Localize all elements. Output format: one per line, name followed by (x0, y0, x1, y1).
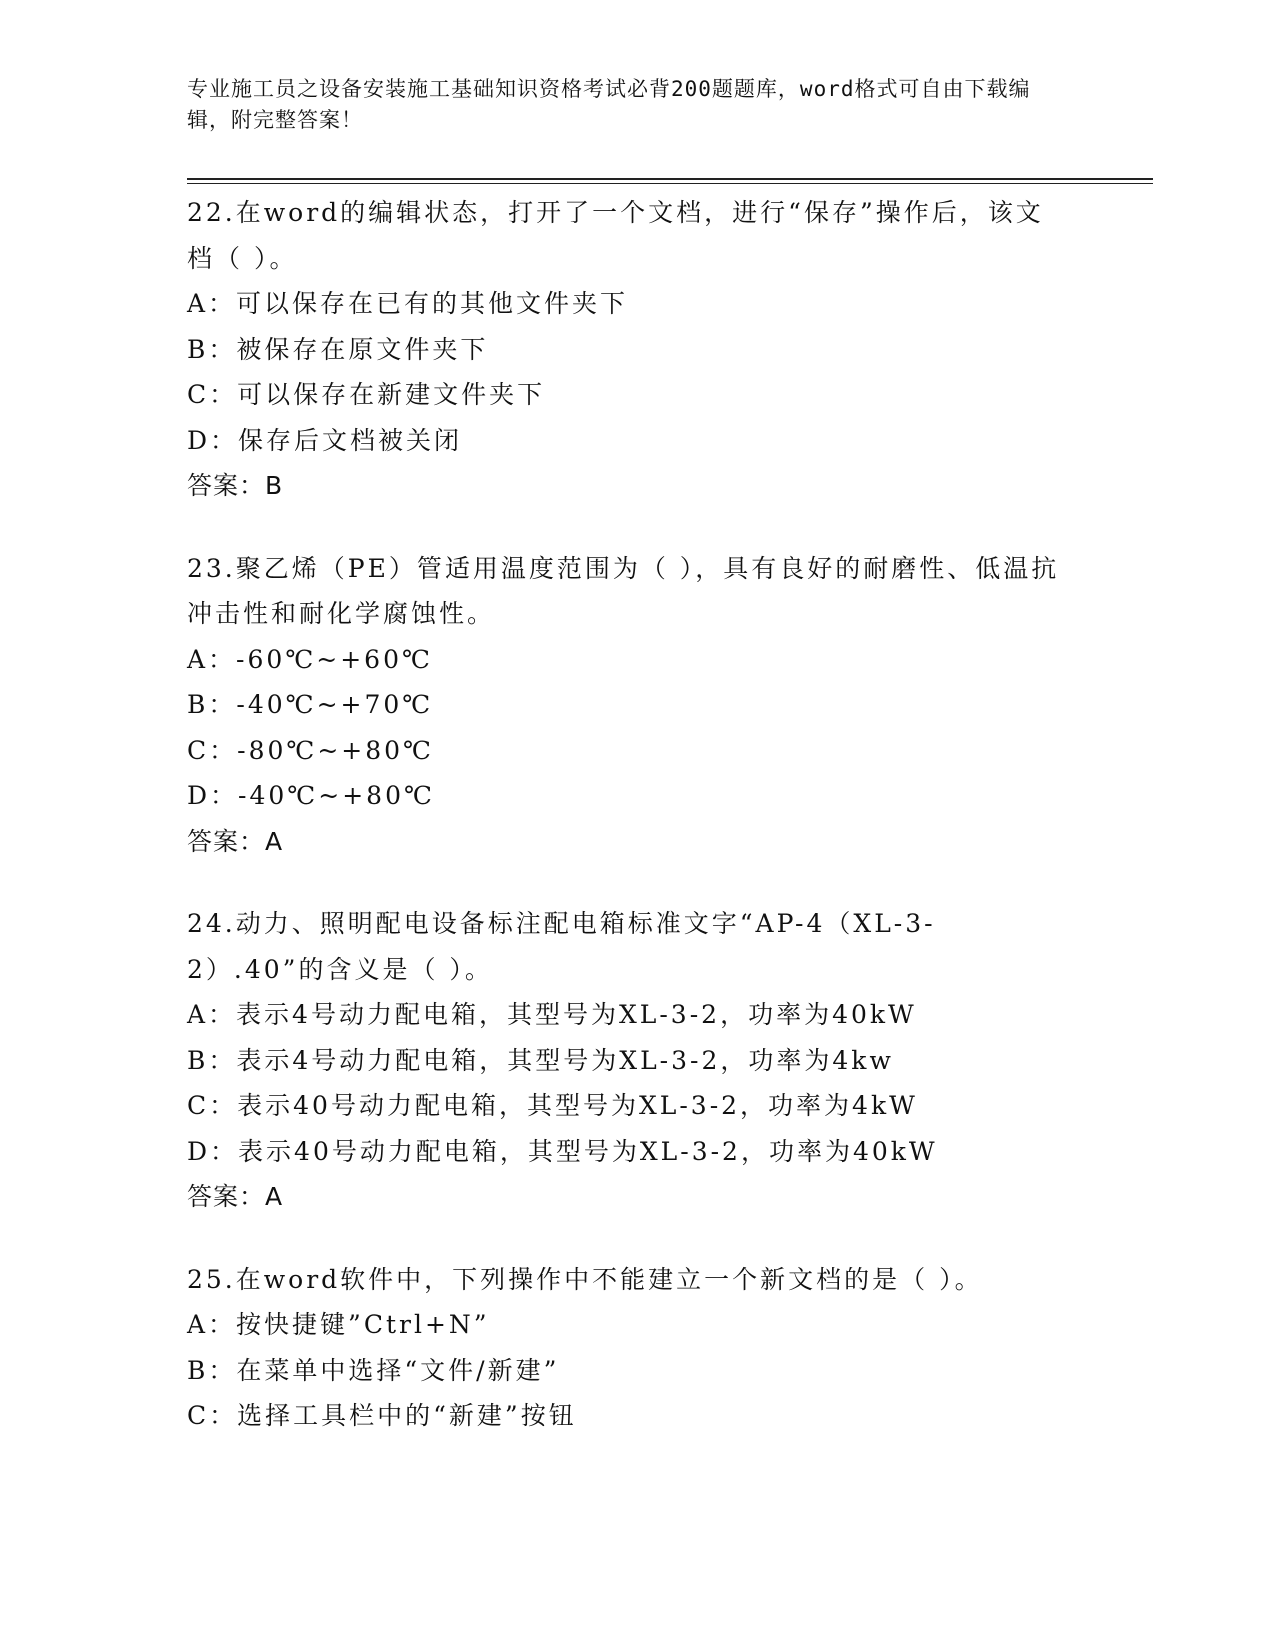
question-stem: 24.动力、照明配电设备标注配电箱标准文字“AP-4（XL-3-2）.40”的含义是（ ）。 (187, 909, 936, 984)
option-d: D：表示40号动力配电箱，其型号为XL-3-2，功率为40kW (187, 1136, 938, 1166)
question-23 (187, 546, 1087, 865)
option-a: A：按快捷键”Ctrl+N” (187, 1310, 490, 1339)
question-22 (187, 190, 1087, 509)
answer: 答案：B (187, 471, 284, 500)
page-header: 专业施工员之设备安装施工基础知识资格考试必背200题题库，word格式可自由下载编辑，附完整答案！ (187, 77, 1031, 132)
option-b: B：在菜单中选择“文件/新建” (187, 1355, 560, 1385)
option-b: B：表示4号动力配电箱，其型号为XL-3-2，功率为4kw (187, 1045, 894, 1075)
question-24 (187, 901, 1087, 1220)
header-rule-thick (187, 178, 1153, 180)
option-d: D：-40℃~+80℃ (187, 781, 435, 810)
option-c: C：表示40号动力配电箱，其型号为XL-3-2，功率为4kW (187, 1091, 918, 1120)
option-d: D：保存后文档被关闭 (187, 425, 463, 455)
option-a: A：表示4号动力配电箱，其型号为XL-3-2，功率为40kW (187, 1000, 917, 1029)
option-c: C：选择工具栏中的“新建”按钮 (187, 1401, 577, 1430)
option-c: C：-80℃~+80℃ (187, 735, 435, 765)
option-a: A：可以保存在已有的其他文件夹下 (187, 289, 629, 318)
option-b: B：-40℃~+70℃ (187, 690, 434, 719)
option-b: B：被保存在原文件夹下 (187, 334, 489, 364)
question-stem: 25.在word软件中，下列操作中不能建立一个新文档的是（ ）。 (187, 1264, 983, 1294)
question-stem: 23.聚乙烯（PE）管适用温度范围为（ ），具有良好的耐磨性、低温抗冲击性和耐化学腐蚀性。 (187, 553, 1060, 628)
question-stem: 22.在word的编辑状态，打开了一个文档，进行“保存”操作后，该文档（ ）。 (187, 198, 1044, 273)
option-c: C：可以保存在新建文件夹下 (187, 380, 546, 409)
header-rule-thin (187, 183, 1153, 184)
answer: 答案：A (187, 1182, 284, 1211)
option-a: A：-60℃~+60℃ (187, 644, 433, 674)
question-25 (187, 1257, 1087, 1439)
answer: 答案：A (187, 826, 284, 856)
question-list (187, 190, 1087, 1476)
